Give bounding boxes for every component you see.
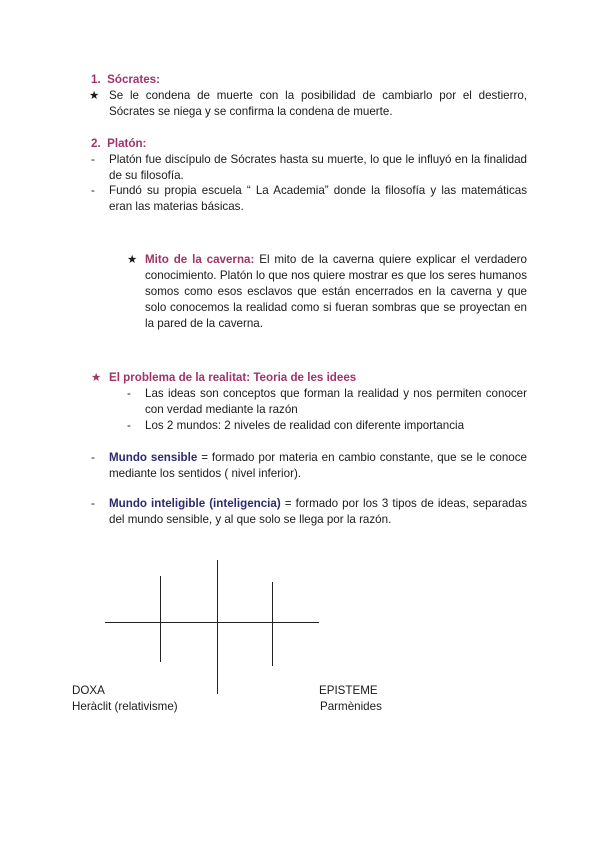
dash-marker: -	[127, 419, 131, 432]
mito-text: El mito de la caverna quiere explicar el verdadero conocimiento. Platón lo que nos quiere mostrar es que los seres humanos somos como esos esclavos que están encerrados en la caverna y que solo conocemos la realidad como si fueran sombras que se proyectan en la pared de la caverna.	[145, 253, 527, 330]
section-1-title: Sócrates:	[107, 73, 160, 86]
star-bullet-icon: ★	[89, 89, 100, 102]
problema-item-2: Los 2 mundos: 2 niveles de realidad con diferente importancia	[145, 419, 465, 432]
section-1-heading	[91, 72, 160, 88]
dash-marker: -	[91, 184, 95, 197]
dash-marker: -	[91, 497, 95, 510]
problema-item-1: Las ideas son conceptos que forman la realidad y nos permiten conocer con verdad mediante la razón	[145, 387, 527, 416]
section-1-number: 1.	[91, 73, 101, 86]
mundo-inteligible-label: Mundo inteligible (inteligencia)	[109, 497, 281, 510]
parmenides-label: Parmènides	[320, 700, 382, 713]
mundo-inteligible-text: = formado por los 3 tipos de ideas, separadas del mundo sensible, y al que solo se llega por la razón.	[109, 497, 527, 526]
section-2-heading	[91, 136, 146, 152]
section-2-number: 2.	[91, 137, 101, 150]
problema-title: El problema de la realitat: Teoria de les idees	[109, 371, 357, 384]
section-2-title: Platón:	[107, 137, 147, 150]
mito-label: Mito de la caverna:	[145, 253, 255, 266]
diagram-vertical-line-left	[160, 576, 161, 662]
section-2-item-2: Fundó su propia escuela “ La Academia” donde la filosofía y las matemáticas eran las materias básicas.	[109, 184, 527, 213]
diagram-vertical-line-right	[272, 582, 273, 666]
section-2-item-1: Platón fue discípulo de Sócrates hasta su muerte, lo que le influyó en la finalidad de su filosofía.	[109, 153, 527, 182]
heraclit-label: Heràclit (relativisme)	[72, 700, 178, 713]
section-1-text: Se le condena de muerte con la posibilidad de cambiarlo por el destierro, Sócrates se niega y se confirma la condena de muerte.	[109, 89, 527, 118]
star-bullet-icon: ★	[127, 253, 138, 266]
doxa-label: DOXA	[72, 684, 105, 697]
mundo-inteligible-paragraph	[109, 496, 527, 528]
mundo-sensible-label: Mundo sensible	[109, 451, 198, 464]
mito-paragraph	[145, 252, 527, 332]
episteme-label: EPISTEME	[319, 684, 378, 697]
dash-marker: -	[91, 451, 95, 464]
dash-marker: -	[91, 153, 95, 166]
mundo-sensible-paragraph	[109, 450, 527, 482]
diagram-horizontal-line	[105, 622, 319, 623]
diagram-vertical-line-center	[217, 560, 218, 694]
star-bullet-icon: ★	[91, 371, 102, 384]
dash-marker: -	[127, 387, 131, 400]
mundo-sensible-text: = formado por materia en cambio constante, que se le conoce mediante los sentidos ( nivel inferior).	[109, 451, 527, 480]
